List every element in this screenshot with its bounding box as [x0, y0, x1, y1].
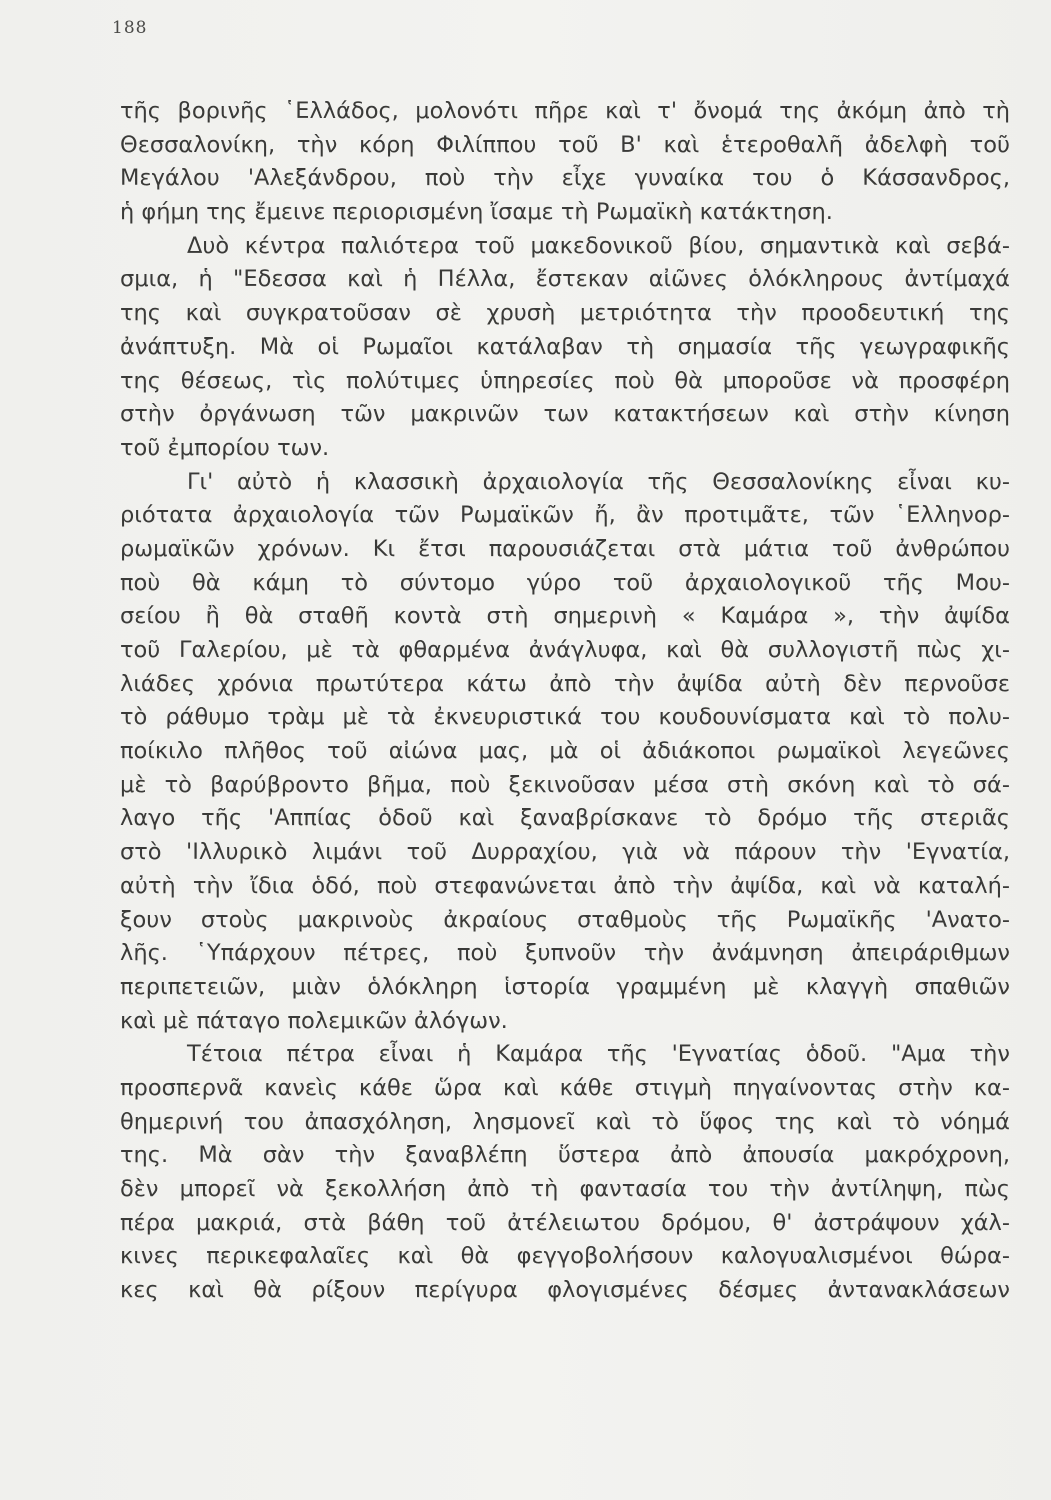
- page-number: 188: [112, 18, 148, 38]
- paragraph: [120, 466, 1010, 1039]
- text-line: καὶ μὲ πάταγο πολεμικῶν ἀλόγων.: [120, 1007, 508, 1034]
- text-line: σείου ἢ θὰ σταθῆ κοντὰ στὴ σημερινὴ « Καμάρα », τὴν ἀψίδα: [120, 603, 1010, 630]
- text-line: περιπετειῶν, μιὰν ὁλόκληρη ἱστορία γραμμένη μὲ κλαγγὴ σπαθιῶν: [120, 973, 1010, 1000]
- text-line: ριότατα ἀρχαιολογία τῶν Ρωμαϊκῶν ἤ, ἂν προτιμᾶτε, τῶν ῾Ελληνορ-: [120, 502, 1010, 529]
- text-line: δὲν μπορεῖ νὰ ξεκολλήση ἀπὸ τὴ φαντασία του τὴν ἀντίληψη, πὼς: [120, 1176, 1010, 1202]
- text-line: Δυὸ κέντρα παλιότερα τοῦ μακεδονικοῦ βίου, σημαντικὰ καὶ σεβά-: [187, 232, 1010, 259]
- text-line: τὸ ράθυμο τρὰμ μὲ τὰ ἐκνευριστικά του κουδουνίσματα καὶ τὸ πολυ-: [120, 704, 1010, 731]
- text-line: τοῦ ἐμπορίου των.: [120, 434, 330, 461]
- text-line: ἡ φήμη της ἔμεινε περιορισμένη ἴσαμε τὴ Ρωμαϊκὴ κατάκτηση.: [120, 199, 833, 226]
- text-line: ἀνάπτυξη. Μὰ οἱ Ρωμαῖοι κατάλαβαν τὴ σημασία τῆς γεωγραφικῆς: [120, 333, 1010, 360]
- text-line: της καὶ συγκρατοῦσαν σὲ χρυσὴ μετριότητα τὴν προοδευτική της: [120, 300, 1010, 327]
- text-line: λῆς. ῾Υπάρχουν πέτρες, ποὺ ξυπνοῦν τὴν ἀνάμνηση ἀπειράριθμων: [120, 940, 1010, 967]
- text-line: θημερινή του ἀπασχόληση, λησμονεῖ καὶ τὸ ὕφος της καὶ τὸ νόημά: [120, 1108, 1010, 1135]
- text-line: λαγο τῆς 'Αππίας ὁδοῦ καὶ ξαναβρίσκανε τὸ δρόμο τῆς στεριᾶς: [120, 805, 1010, 832]
- paragraph: [120, 1038, 1010, 1308]
- text-line: Θεσσαλονίκη, τὴν κόρη Φιλίππου τοῦ Β' καὶ ἑτεροθαλῆ ἀδελφὴ τοῦ: [120, 131, 1010, 158]
- text-line: μὲ τὸ βαρύβροντο βῆμα, ποὺ ξεκινοῦσαν μέσα στὴ σκόνη καὶ τὸ σά-: [120, 771, 1010, 798]
- body-text: [120, 95, 1010, 1308]
- text-line: πέρα μακριά, στὰ βάθη τοῦ ἀτέλειωτου δρόμου, θ' ἀστράψουν χάλ-: [120, 1209, 1010, 1236]
- text-line: της. Μὰ σὰν τὴν ξαναβλέπη ὕστερα ἀπὸ ἀπουσία μακρόχρονη,: [120, 1142, 1010, 1169]
- text-line: ρωμαϊκῶν χρόνων. Κι ἔτσι παρουσιάζεται στὰ μάτια τοῦ ἀνθρώπου: [120, 535, 1010, 562]
- text-line: κινες περικεφαλαῖες καὶ θὰ φεγγοβολήσουν καλογυαλισμένοι θώρα-: [120, 1243, 1010, 1270]
- text-line: στὴν ὀργάνωση τῶν μακρινῶν των κατακτήσεων καὶ στὴν κίνηση: [120, 401, 1010, 428]
- text-line: κες καὶ θὰ ρίξουν περίγυρα φλογισμένες δέσμες ἀντανακλάσεων: [120, 1277, 1010, 1304]
- text-line: τῆς βορινῆς ῾Ελλάδος, μολονότι πῆρε καὶ τ' ὄνομά της ἀκόμη ἀπὸ τὴ: [120, 98, 1010, 124]
- text-line: σμια, ἡ "Εδεσσα καὶ ἡ Πέλλα, ἔστεκαν αἰῶνες ὁλόκληρους ἀντίμαχά: [120, 266, 1010, 293]
- text-line: τοῦ Γαλερίου, μὲ τὰ φθαρμένα ἀνάγλυφα, καὶ θὰ συλλογιστῆ πὼς χι-: [120, 637, 1010, 663]
- text-line: λιάδες χρόνια πρωτύτερα κάτω ἀπὸ τὴν ἀψίδα αὐτὴ δὲν περνοῦσε: [120, 670, 1010, 697]
- text-line: ποίκιλο πλῆθος τοῦ αἰώνα μας, μὰ οἱ ἀδιάκοποι ρωμαϊκοὶ λεγεῶνες: [120, 738, 1010, 765]
- text-line: Τέτοια πέτρα εἶναι ἡ Καμάρα τῆς 'Εγνατίας ὁδοῦ. "Αμα τὴν: [187, 1041, 1010, 1068]
- text-line: Γι' αὐτὸ ἡ κλασσικὴ ἀρχαιολογία τῆς Θεσσαλονίκης εἶναι κυ-: [187, 468, 1010, 495]
- text-line: Μεγάλου 'Αλεξάνδρου, ποὺ τὴν εἶχε γυναίκα του ὁ Κάσσανδρος,: [120, 165, 1010, 192]
- text-line: προσπερνᾶ κανεὶς κάθε ὥρα καὶ κάθε στιγμὴ πηγαίνοντας στὴν κα-: [120, 1074, 1010, 1101]
- text-line: στὸ 'Ιλλυρικὸ λιμάνι τοῦ Δυρραχίου, γιὰ νὰ πάρουν τὴν 'Εγνατία,: [120, 839, 1010, 866]
- text-line: ποὺ θὰ κάμη τὸ σύντομο γύρο τοῦ ἀρχαιολογικοῦ τῆς Μου-: [120, 569, 1010, 596]
- text-line: αὐτὴ τὴν ἴδια ὁδό, ποὺ στεφανώνεται ἀπὸ τὴν ἀψίδα, καὶ νὰ καταλή-: [120, 872, 1010, 899]
- paragraph: [120, 230, 1010, 466]
- text-line: της θέσεως, τὶς πολύτιμες ὑπηρεσίες ποὺ θὰ μποροῦσε νὰ προσφέρη: [120, 367, 1010, 394]
- paragraph: [120, 95, 1010, 230]
- text-line: ξουν στοὺς μακρινοὺς ἀκραίους σταθμοὺς τῆς Ρωμαϊκῆς 'Ανατο-: [120, 906, 1010, 933]
